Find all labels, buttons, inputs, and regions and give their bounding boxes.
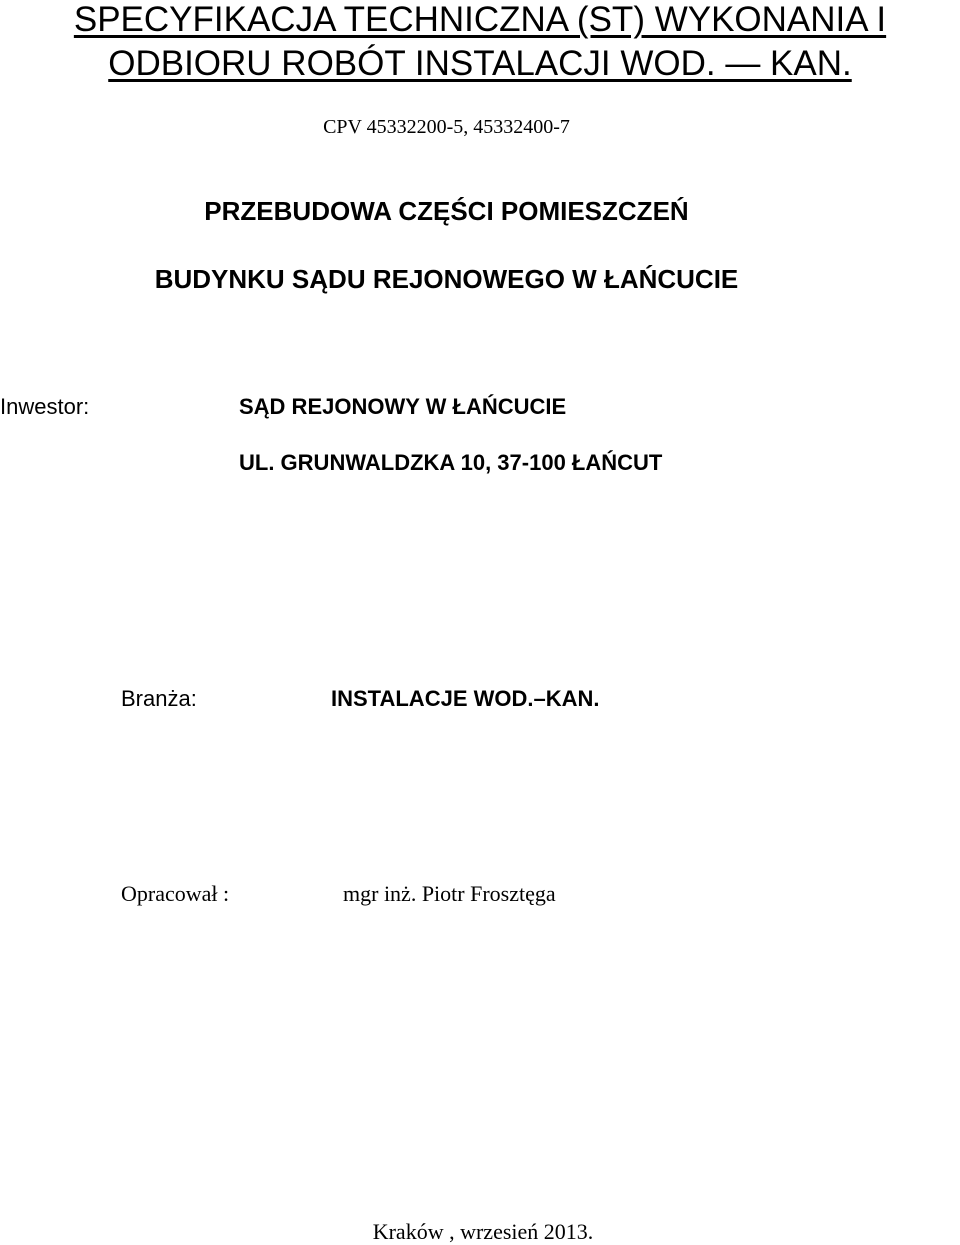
place-and-date: Kraków , wrzesień 2013. [372,1219,594,1244]
branch-value: INSTALACJE WOD.–KAN. [331,686,600,711]
cpv-codes: CPV 45332200-5, 45332400-7 [323,116,570,138]
project-subject-line-2: BUDYNKU SĄDU REJONOWEGO W ŁAŃCUCIE [154,264,739,294]
author-name: mgr inż. Piotr Frosztęga [343,881,556,906]
branch-label: Branża: [121,686,197,711]
investor-label: Inwestor: [0,394,90,419]
author-label: Opracował : [121,881,230,906]
document-title-line-2: ODBIORU ROBÓT INSTALACJI WOD. — KAN. [108,44,852,83]
project-subject-line-1: PRZEBUDOWA CZĘŚCI POMIESZCZEŃ [204,196,689,226]
document-title-line-1: SPECYFIKACJA TECHNICZNA (ST) WYKONANIA I [73,0,887,39]
investor-name: SĄD REJONOWY W ŁAŃCUCIE [239,394,567,419]
investor-address: UL. GRUNWALDZKA 10, 37-100 ŁAŃCUT [239,450,663,475]
